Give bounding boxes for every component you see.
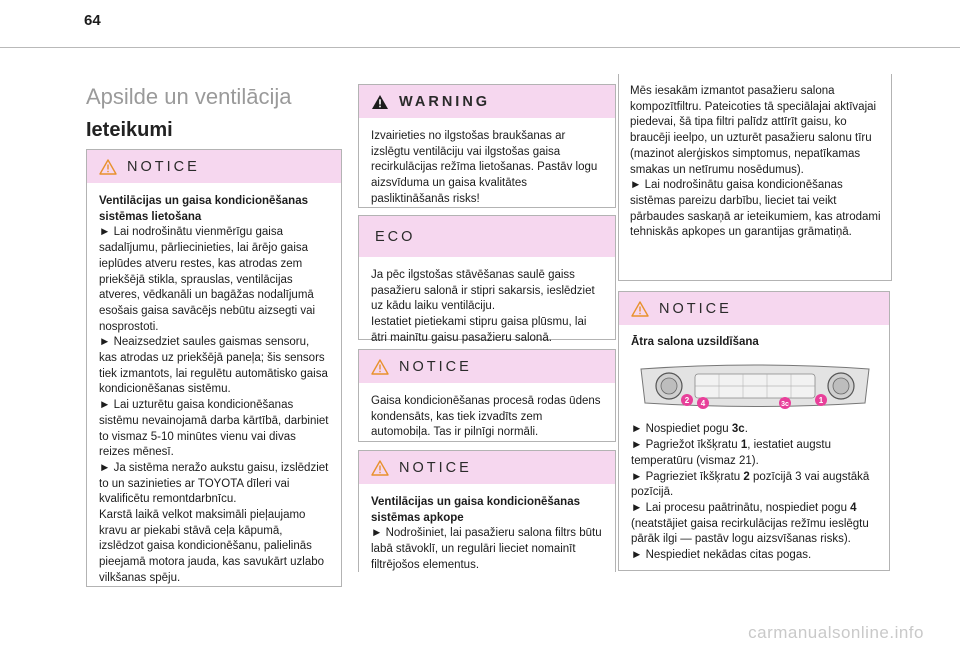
svg-text:1: 1 (818, 395, 824, 405)
svg-text:4: 4 (700, 398, 706, 408)
notice-header (359, 350, 615, 383)
warning-text: Izvairieties no ilgstošas braukšanas ar izslēgtu ventilāciju vai ilgstošas gaisa recirkulācijas režīma lietošanas. Pastāv logu aizsvīduma un gaisa kvalitātes pasliktināšanās risks! (371, 130, 598, 205)
warning-box (358, 84, 616, 208)
header-rule (0, 47, 960, 48)
eco-box (358, 215, 616, 344)
footer-watermark: carmanualsonline.info (748, 623, 924, 642)
step-item: ► Nospiediet pogu 3c. (631, 423, 748, 436)
notice-heading: NOTICE (127, 158, 200, 175)
notice-box-maintenance (358, 450, 616, 572)
warning-header (359, 85, 615, 118)
step-item: ► Nespiediet nekādas citas pogas. (631, 549, 812, 562)
warning-heading: WARNING (399, 93, 491, 110)
step-item: ► Pagrieziet īkšķratu 2 pozīcijā 3 vai augstākā pozīcijā. (631, 470, 870, 499)
continuation-paragraph: Mēs iesakām izmantot pasažieru salona kompozītfiltru. Pateicoties tā speciālajai aktīvajai piedevai, šā tipa filtri palīdz attīrīt gaisu, ko braucēji ieelpo, un uzturēt pasažieru salonu tīru (mazinot alerģiskos simptomus, nepatīkamas smakas un netīrumu nosēdumus). (630, 85, 877, 176)
notice-text: ► Nodrošiniet, lai pasažieru salona filtrs būtu labā stāvoklī, un regulāri lieciet nomainīt filtrējošos elementus. (371, 527, 602, 571)
notice-header (359, 451, 615, 484)
warning-triangle-icon (631, 301, 649, 317)
notice-continuation-text (630, 84, 884, 241)
warning-triangle-icon (371, 359, 389, 375)
list-item: ► Ja sistēma neražo aukstu gaisu, izslēdziet to un sazinieties ar TOYOTA dīleri vai kvalificētu remontdarbnīcu. (99, 461, 329, 506)
continuation-item: ► Lai nodrošinātu gaisa kondicionēšanas sistēmas pareizu darbību, lieciet tai veikt pārbaudes saskaņā ar ieteikumiem, kas atrodami tehniskās apkopes un garantijas grāmatiņā. (630, 179, 881, 239)
page-number: 64 (84, 12, 101, 29)
notice-box-usage (86, 149, 342, 587)
warning-filled-icon (371, 94, 389, 110)
list-item: ► Lai uzturētu gaisa kondicionēšanas sistēmu nevainojamā darba kārtībā, darbiniet to vismaz 5-10 minūtes vienu vai divas reizes mēnesī. (99, 399, 329, 459)
eco-line: Ja pēc ilgstošas stāvēšanas saulē gaiss pasažieru salonā ir stipri sakarsis, ieslēdziet uz kādu laiku ventilāciju. (371, 269, 595, 313)
notice-box-condensation (358, 349, 616, 442)
notice-heading: NOTICE (399, 459, 472, 476)
notice-heading: NOTICE (659, 300, 732, 317)
sub-title: Ieteikumi (86, 119, 173, 141)
svg-text:2: 2 (684, 395, 690, 405)
list-item: ► Lai nodrošinātu vienmērīgu gaisa sadalījumu, pārliecinieties, lai ārējo gaisa ieplūdes atveru restes, kas atrodas zem priekšējā stikla, sprauslas, ventilācijas atveres, vēdkanāli un bagāžas nodalījumā esošais gaisa savācējs nebūtu aizsegti vai nosprostoti. (99, 226, 316, 333)
notice-header (619, 292, 889, 325)
eco-line: Iestatiet pietiekami stipru gaisa plūsmu, lai ātri mainītu gaisu pasažieru salonā. (371, 316, 587, 344)
notice-heading: NOTICE (399, 358, 472, 375)
warning-triangle-icon (371, 460, 389, 476)
step-item: ► Pagriežot īkšķratu 1, iestatiet augstu temperatūru (vismaz 21). (631, 439, 831, 467)
list-item: ► Neaizsedziet saules gaismas sensoru, kas atrodas uz priekšējā paneļa; šis sensors tiek izmantots, lai regulētu automātisko gaisa kondicionēšanas sistēmu. (99, 336, 328, 396)
marker-3c (779, 397, 791, 409)
notice-text: Gaisa kondicionēšanas procesā rodas ūdens kondensāts, kas tiek izvadīts zem automobiļa. Tas ir pilnīgi normāli. (371, 395, 601, 439)
list-item: Karstā laikā velkot maksimāli pieļaujamo kravu ar piekabi stāvā ceļa kāpumā, izslēdzot gaisa kondicionēšanu, palielinās pieejamā motora jauda, kas savukārt uzlabo vilkšanas spēju. (99, 509, 325, 584)
marker-1 (815, 394, 827, 406)
eco-header (359, 216, 615, 257)
notice-header (87, 150, 341, 183)
eco-heading: ECO (375, 228, 416, 245)
notice-title: Ātra salona uzsildīšana (631, 336, 759, 348)
svg-text:3c: 3c (781, 400, 789, 408)
section-title: Apsilde un ventilācija (86, 84, 292, 109)
step-item: ► Lai procesu paātrinātu, nospiediet pogu 4 (neatstājiet gaisa recirkulācijas režīmu ieslēgtu pārāk ilgi — pastāv logu aizsvīšanas risks). (631, 501, 869, 546)
notice-title: Ventilācijas un gaisa kondicionēšanas sistēmas lietošana (99, 195, 308, 223)
warning-triangle-icon (99, 159, 117, 175)
notice-title: Ventilācijas un gaisa kondicionēšanas sistēmas apkope (371, 496, 580, 524)
notice-box-quick-heating (618, 291, 890, 571)
marker-4 (697, 397, 709, 409)
marker-2 (681, 394, 693, 406)
climate-control-panel-illustration (635, 361, 875, 411)
